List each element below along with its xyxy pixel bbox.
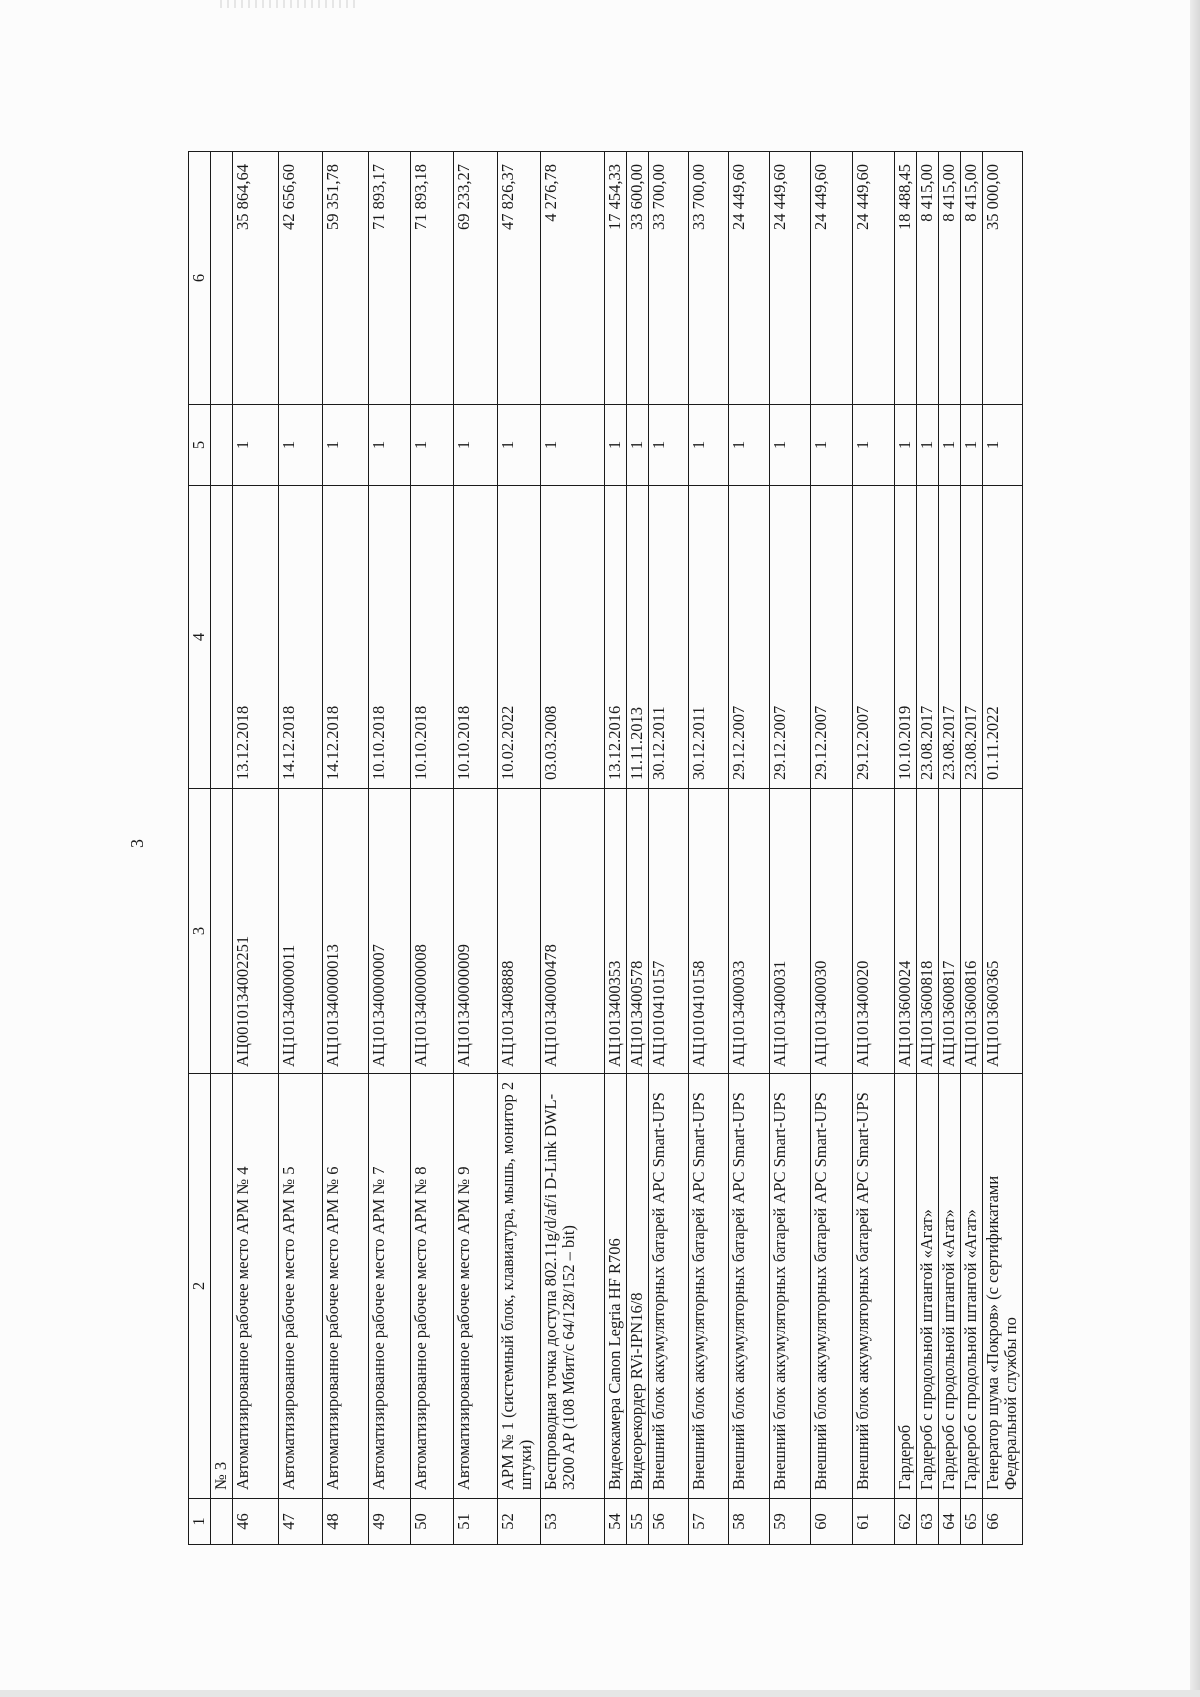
cost-cell: 33 600,00 bbox=[627, 152, 649, 405]
quantity-cell: 1 bbox=[895, 405, 917, 486]
quantity-cell: 1 bbox=[939, 405, 961, 486]
inventory-code-cell: АЦ101340000007 bbox=[369, 789, 411, 1074]
inventory-code-cell: АЦ1013400353 bbox=[605, 789, 627, 1074]
table-row bbox=[649, 152, 689, 1545]
table-row bbox=[939, 152, 961, 1545]
acquisition-date-cell: 29.12.2007 bbox=[811, 486, 853, 789]
table-row bbox=[498, 152, 541, 1545]
item-name-cell: Генератор шума «Покров» (с сертификатами Федеральной службы по bbox=[983, 1074, 1023, 1499]
item-name-cell: Автоматизированное рабочее место АРМ № 5 bbox=[279, 1074, 323, 1499]
row-number-cell: 65 bbox=[961, 1499, 983, 1545]
acquisition-date-cell: 23.08.2017 bbox=[917, 486, 939, 789]
item-name-cell: Автоматизированное рабочее место АРМ № 9 bbox=[454, 1074, 498, 1499]
continuation-empty-cell bbox=[211, 486, 233, 789]
row-number-cell: 48 bbox=[323, 1499, 369, 1545]
cost-cell: 47 826,37 bbox=[498, 152, 541, 405]
inventory-code-cell: АЦ1013400578 bbox=[627, 789, 649, 1074]
inventory-code-cell: АЦ1013408888 bbox=[498, 789, 541, 1074]
row-number-cell: 66 bbox=[983, 1499, 1023, 1545]
quantity-cell: 1 bbox=[983, 405, 1023, 486]
header-cell: 4 bbox=[189, 486, 211, 789]
inventory-code-cell: АЦ0010134002251 bbox=[233, 789, 279, 1074]
row-number-cell: 60 bbox=[811, 1499, 853, 1545]
table-row bbox=[853, 152, 895, 1545]
inventory-code-cell: АЦ101340000013 bbox=[323, 789, 369, 1074]
item-name-cell: Внешний блок аккумуляторных батарей APC Smart-UPS bbox=[649, 1074, 689, 1499]
quantity-cell: 1 bbox=[541, 405, 605, 486]
inventory-code-cell: АЦ1010410157 bbox=[649, 789, 689, 1074]
cost-cell: 59 351,78 bbox=[323, 152, 369, 405]
inventory-code-cell: АЦ1013400031 bbox=[770, 789, 811, 1074]
item-name-cell: Внешний блок аккумуляторных батарей APC Smart-UPS bbox=[770, 1074, 811, 1499]
inventory-code-cell: АЦ1013600365 bbox=[983, 789, 1023, 1074]
cost-cell: 42 656,60 bbox=[279, 152, 323, 405]
table-row bbox=[811, 152, 853, 1545]
inventory-code-cell: АЦ101340000478 bbox=[541, 789, 605, 1074]
cost-cell: 8 415,00 bbox=[939, 152, 961, 405]
item-name-cell: АРМ № 1 (системный блок, клавиатура, мышь, монитор 2 штуки) bbox=[498, 1074, 541, 1499]
row-number-cell: 64 bbox=[939, 1499, 961, 1545]
continuation-num-cell bbox=[211, 1499, 233, 1545]
quantity-cell: 1 bbox=[729, 405, 770, 486]
acquisition-date-cell: 14.12.2018 bbox=[279, 486, 323, 789]
cost-cell: 24 449,60 bbox=[853, 152, 895, 405]
quantity-cell: 1 bbox=[811, 405, 853, 486]
acquisition-date-cell: 30.12.2011 bbox=[689, 486, 729, 789]
quantity-cell: 1 bbox=[323, 405, 369, 486]
row-number-cell: 50 bbox=[411, 1499, 454, 1545]
item-name-cell: Автоматизированное рабочее место АРМ № 7 bbox=[369, 1074, 411, 1499]
table-row bbox=[689, 152, 729, 1545]
rotated-table-wrapper bbox=[188, 152, 1058, 1545]
row-number-cell: 53 bbox=[541, 1499, 605, 1545]
inventory-code-cell: АЦ1010410158 bbox=[689, 789, 729, 1074]
page-number: 3 bbox=[127, 839, 147, 848]
item-name-cell: Автоматизированное рабочее место АРМ № 6 bbox=[323, 1074, 369, 1499]
cost-cell: 8 415,00 bbox=[917, 152, 939, 405]
continuation-empty-cell bbox=[211, 152, 233, 405]
row-number-cell: 49 bbox=[369, 1499, 411, 1545]
quantity-cell: 1 bbox=[454, 405, 498, 486]
quantity-cell: 1 bbox=[233, 405, 279, 486]
acquisition-date-cell: 03.03.2008 bbox=[541, 486, 605, 789]
row-number-cell: 61 bbox=[853, 1499, 895, 1545]
table-row bbox=[729, 152, 770, 1545]
table-row bbox=[605, 152, 627, 1545]
item-name-cell: Гардероб с продольной штангой «Агат» bbox=[939, 1074, 961, 1499]
inventory-table bbox=[188, 151, 1023, 1545]
acquisition-date-cell: 10.10.2018 bbox=[369, 486, 411, 789]
row-number-cell: 55 bbox=[627, 1499, 649, 1545]
header-cell: 3 bbox=[189, 789, 211, 1074]
item-name-cell: Автоматизированное рабочее место АРМ № 8 bbox=[411, 1074, 454, 1499]
item-name-cell: Гардероб с продольной штангой «Агат» bbox=[961, 1074, 983, 1499]
cost-cell: 24 449,60 bbox=[811, 152, 853, 405]
row-number-cell: 59 bbox=[770, 1499, 811, 1545]
header-cell: 5 bbox=[189, 405, 211, 486]
quantity-cell: 1 bbox=[498, 405, 541, 486]
acquisition-date-cell: 11.11.2013 bbox=[627, 486, 649, 789]
item-name-cell: Внешний блок аккумуляторных батарей APC Smart-UPS bbox=[811, 1074, 853, 1499]
quantity-cell: 1 bbox=[369, 405, 411, 486]
header-cell: 2 bbox=[189, 1074, 211, 1499]
table-row bbox=[895, 152, 917, 1545]
item-name-cell: Гардероб bbox=[895, 1074, 917, 1499]
row-number-cell: 63 bbox=[917, 1499, 939, 1545]
inventory-code-cell: АЦ1013600818 bbox=[917, 789, 939, 1074]
row-number-cell: 56 bbox=[649, 1499, 689, 1545]
acquisition-date-cell: 10.10.2018 bbox=[454, 486, 498, 789]
quantity-cell: 1 bbox=[917, 405, 939, 486]
acquisition-date-cell: 30.12.2011 bbox=[649, 486, 689, 789]
quantity-cell: 1 bbox=[411, 405, 454, 486]
inventory-code-cell: АЦ1013600817 bbox=[939, 789, 961, 1074]
row-number-cell: 51 bbox=[454, 1499, 498, 1545]
cost-cell: 18 488,45 bbox=[895, 152, 917, 405]
continuation-empty-cell bbox=[211, 789, 233, 1074]
acquisition-date-cell: 13.12.2016 bbox=[605, 486, 627, 789]
table-row bbox=[279, 152, 323, 1545]
quantity-cell: 1 bbox=[649, 405, 689, 486]
quantity-cell: 1 bbox=[689, 405, 729, 486]
scan-edge-bottom bbox=[0, 1690, 1200, 1697]
header-cell: 1 bbox=[189, 1499, 211, 1545]
item-name-cell: Внешний блок аккумуляторных батарей APC Smart-UPS bbox=[729, 1074, 770, 1499]
acquisition-date-cell: 23.08.2017 bbox=[939, 486, 961, 789]
continuation-empty-cell bbox=[211, 405, 233, 486]
cost-cell: 69 233,27 bbox=[454, 152, 498, 405]
table-row bbox=[770, 152, 811, 1545]
cost-cell: 17 454,33 bbox=[605, 152, 627, 405]
acquisition-date-cell: 29.12.2007 bbox=[770, 486, 811, 789]
table-row bbox=[541, 152, 605, 1545]
inventory-code-cell: АЦ101340000011 bbox=[279, 789, 323, 1074]
acquisition-date-cell: 29.12.2007 bbox=[853, 486, 895, 789]
cost-cell: 35 864,64 bbox=[233, 152, 279, 405]
row-number-cell: 54 bbox=[605, 1499, 627, 1545]
acquisition-date-cell: 23.08.2017 bbox=[961, 486, 983, 789]
item-name-cell: Внешний блок аккумуляторных батарей APC Smart-UPS bbox=[853, 1074, 895, 1499]
quantity-cell: 1 bbox=[605, 405, 627, 486]
row-number-cell: 57 bbox=[689, 1499, 729, 1545]
inventory-code-cell: АЦ1013400033 bbox=[729, 789, 770, 1074]
row-number-cell: 62 bbox=[895, 1499, 917, 1545]
inventory-code-cell: АЦ1013600024 bbox=[895, 789, 917, 1074]
table-row bbox=[411, 152, 454, 1545]
acquisition-date-cell: 13.12.2018 bbox=[233, 486, 279, 789]
table-row bbox=[627, 152, 649, 1545]
cost-cell: 33 700,00 bbox=[689, 152, 729, 405]
quantity-cell: 1 bbox=[770, 405, 811, 486]
inventory-code-cell: АЦ101340000008 bbox=[411, 789, 454, 1074]
cost-cell: 71 893,17 bbox=[369, 152, 411, 405]
row-number-cell: 47 bbox=[279, 1499, 323, 1545]
quantity-cell: 1 bbox=[961, 405, 983, 486]
acquisition-date-cell: 10.10.2018 bbox=[411, 486, 454, 789]
acquisition-date-cell: 10.02.2022 bbox=[498, 486, 541, 789]
table-row bbox=[454, 152, 498, 1545]
table-row bbox=[233, 152, 279, 1545]
item-name-cell: Автоматизированное рабочее место АРМ № 4 bbox=[233, 1074, 279, 1499]
item-name-cell: Видеокамера Canon Legria HF R706 bbox=[605, 1074, 627, 1499]
item-name-cell: Беспроводная точка доступа 802.11g/d/af/i D-Link DWL-3200 AP (108 Мбит/с 64/128/152 – bit) bbox=[541, 1074, 605, 1499]
cost-cell: 24 449,60 bbox=[770, 152, 811, 405]
table-row bbox=[323, 152, 369, 1545]
acquisition-date-cell: 29.12.2007 bbox=[729, 486, 770, 789]
acquisition-date-cell: 10.10.2019 bbox=[895, 486, 917, 789]
continuation-label: № 3 bbox=[211, 1074, 233, 1499]
scan-speckle bbox=[220, 0, 360, 8]
cost-cell: 71 893,18 bbox=[411, 152, 454, 405]
cost-cell: 33 700,00 bbox=[649, 152, 689, 405]
item-name-cell: Гардероб с продольной штангой «Агат» bbox=[917, 1074, 939, 1499]
quantity-cell: 1 bbox=[279, 405, 323, 486]
item-name-cell: Внешний блок аккумуляторных батарей APC Smart-UPS bbox=[689, 1074, 729, 1499]
table-body bbox=[189, 152, 1023, 1545]
row-number-cell: 52 bbox=[498, 1499, 541, 1545]
acquisition-date-cell: 14.12.2018 bbox=[323, 486, 369, 789]
inventory-code-cell: АЦ1013400030 bbox=[811, 789, 853, 1074]
row-number-cell: 46 bbox=[233, 1499, 279, 1545]
header-cell: 6 bbox=[189, 152, 211, 405]
table-row bbox=[369, 152, 411, 1545]
inventory-code-cell: АЦ101340000009 bbox=[454, 789, 498, 1074]
table-row bbox=[917, 152, 939, 1545]
continuation-row bbox=[211, 152, 233, 1545]
inventory-code-cell: АЦ1013400020 bbox=[853, 789, 895, 1074]
acquisition-date-cell: 01.11.2022 bbox=[983, 486, 1023, 789]
cost-cell: 4 276,78 bbox=[541, 152, 605, 405]
quantity-cell: 1 bbox=[627, 405, 649, 486]
table-row bbox=[961, 152, 983, 1545]
cost-cell: 35 000,00 bbox=[983, 152, 1023, 405]
cost-cell: 24 449,60 bbox=[729, 152, 770, 405]
header-row bbox=[189, 152, 211, 1545]
table-row bbox=[983, 152, 1023, 1545]
row-number-cell: 58 bbox=[729, 1499, 770, 1545]
item-name-cell: Видеорекордер RVi-IPN16/8 bbox=[627, 1074, 649, 1499]
scan-edge-right bbox=[1190, 0, 1200, 1697]
cost-cell: 8 415,00 bbox=[961, 152, 983, 405]
inventory-code-cell: АЦ1013600816 bbox=[961, 789, 983, 1074]
quantity-cell: 1 bbox=[853, 405, 895, 486]
